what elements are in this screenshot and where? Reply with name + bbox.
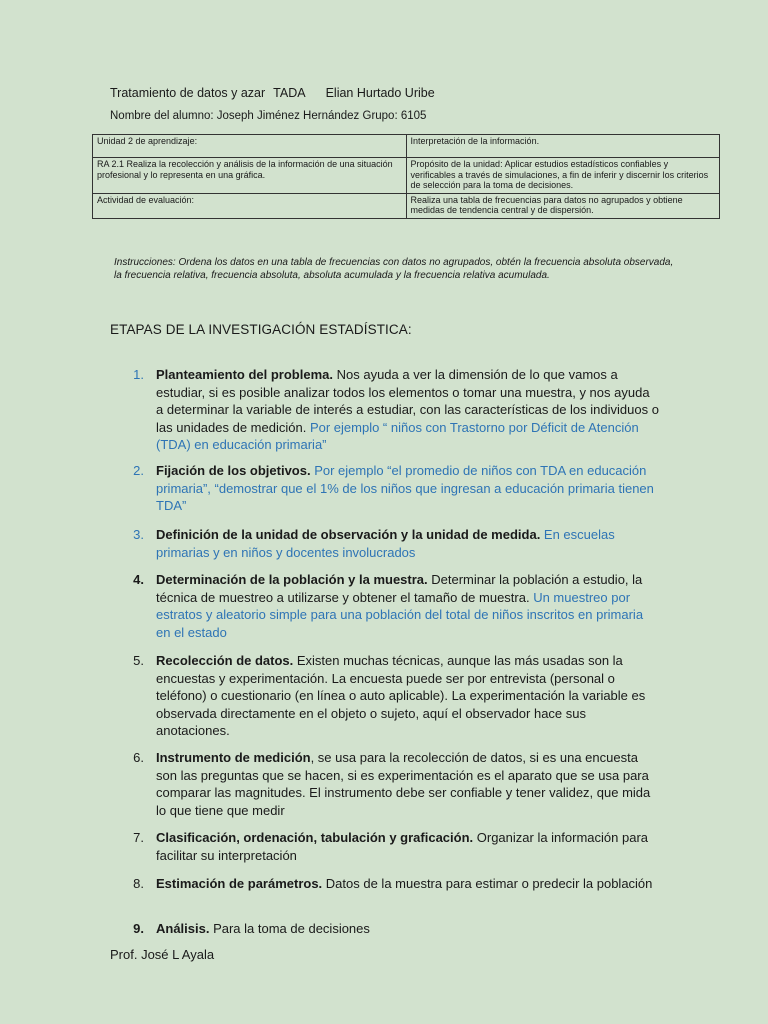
- table-cell: Propósito de la unidad: Aplicar estudios estadísticos confiables y verificables a través de simulaciones, a fin de inferir y discernir los criterios de selección para la toma de decisiones.: [406, 158, 720, 194]
- course-code: TADA: [273, 86, 306, 100]
- item-number: 7.: [133, 830, 144, 845]
- item-example: En escuelas primarias y en niños y docentes involucrados: [156, 527, 615, 560]
- student-line: Nombre del alumno: Joseph Jiménez Hernández Grupo: 6105: [110, 110, 427, 122]
- item-title: Clasificación, ordenación, tabulación y graficación.: [156, 830, 474, 845]
- table-cell: Unidad 2 de aprendizaje:: [93, 135, 407, 158]
- item-text: Nos ayuda a ver la dimensión de lo que vamos a estudiar, si es posible analizar todos los elementos o tomar una muestra, y nos ayuda a determinar la variable de interés a estudiar, con las características de los individuos o las unidades de medición.: [156, 367, 659, 435]
- item-text: Existen muchas técnicas, aunque las más usadas son la encuestas y experimentación. La encuesta puede ser por entrevista (personal o teléfono) o cuestionario (en línea o auto aplicable). La experimentación la variable es observada directamente en el objeto o sujeto, aquí el observador hace sus anotaciones.: [156, 653, 646, 739]
- info-table: [92, 134, 720, 219]
- item-number: 2.: [133, 463, 144, 478]
- item-title: Análisis.: [156, 921, 210, 936]
- list-item: [130, 366, 660, 454]
- list-item: [130, 829, 660, 864]
- item-number: 1.: [133, 367, 144, 382]
- footer-signature: Prof. José L Ayala: [110, 947, 215, 962]
- table-row: [93, 158, 720, 194]
- item-title: Determinación de la población y la muestra.: [156, 572, 428, 587]
- item-title: Estimación de parámetros.: [156, 876, 323, 891]
- table-cell: Actividad de evaluación:: [93, 193, 407, 218]
- list-item: [130, 462, 660, 515]
- course-name: Tratamiento de datos y azar: [110, 86, 266, 100]
- item-number: 8.: [133, 876, 144, 891]
- list-item: [130, 571, 660, 641]
- instructions-text: Instrucciones: Ordena los datos en una tabla de frecuencias con datos no agrupados, obtén la frecuencia absoluta observada, la frecuencia relativa, frecuencia absoluta, absoluta acumulada y la frecuencia relativa acumulada.: [114, 257, 674, 281]
- item-example: Por ejemplo “el promedio de niños con TDA en educación primaria”, “demostrar que el 1% de los niños que ingresan a educación primaria tienen TDA”: [156, 463, 654, 514]
- list-item: [130, 526, 660, 561]
- item-example: Por ejemplo “ niños con Trastorno por Déficit de Atención (TDA) en educación primaria”: [156, 419, 639, 453]
- table-cell: Interpretación de la información.: [406, 135, 720, 158]
- item-text: Para la toma de decisiones: [209, 921, 370, 936]
- item-title: Planteamiento del problema.: [156, 367, 333, 382]
- item-number: 4.: [133, 572, 144, 587]
- item-title: Instrumento de medición: [156, 750, 311, 765]
- item-example: Un muestreo por estratos y aleatorio simple para una población del total de niños inscritos en primaria en el estado: [156, 589, 644, 640]
- item-text: Datos de la muestra para estimar o predecir la población: [322, 876, 653, 891]
- table-row: [93, 135, 720, 158]
- item-number: 5.: [133, 653, 144, 668]
- table-cell: RA 2.1 Realiza la recolección y análisis de la información de una situación profesional y lo representa en una gráfica.: [93, 158, 407, 194]
- item-number: 6.: [133, 750, 144, 765]
- table-cell: Realiza una tabla de frecuencias para datos no agrupados y obtiene medidas de tendencia central y de dispersión.: [406, 193, 720, 218]
- item-number: 9.: [133, 921, 144, 936]
- item-title: Fijación de los objetivos.: [156, 463, 311, 478]
- item-number: 3.: [133, 527, 144, 542]
- list-item: [130, 749, 660, 819]
- list-item: [130, 875, 660, 893]
- item-title: Recolección de datos.: [156, 653, 294, 668]
- item-text: Determinar la población a estudio, la técnica de muestreo a utilizarse y obtener el tamaño de muestra.: [156, 572, 643, 605]
- section-title: ETAPAS DE LA INVESTIGACIÓN ESTADÍSTICA:: [110, 322, 412, 337]
- author-name: Elian Hurtado Uribe: [325, 86, 435, 100]
- item-title: Definición de la unidad de observación y la unidad de medida.: [156, 527, 541, 542]
- list-item: [130, 920, 660, 938]
- table-row: [93, 193, 720, 218]
- item-text: Organizar la información para facilitar su interpretación: [156, 830, 648, 863]
- document-header: [110, 86, 435, 100]
- item-text: , se usa para la recolección de datos, si es una encuesta son las preguntas que se hacen, si es experimentación es el aparato que se usa para comparar las magnitudes. El instrumento debe ser confiable y tener validez, que mida lo que tiene que medir: [156, 750, 651, 818]
- list-item: [130, 652, 660, 740]
